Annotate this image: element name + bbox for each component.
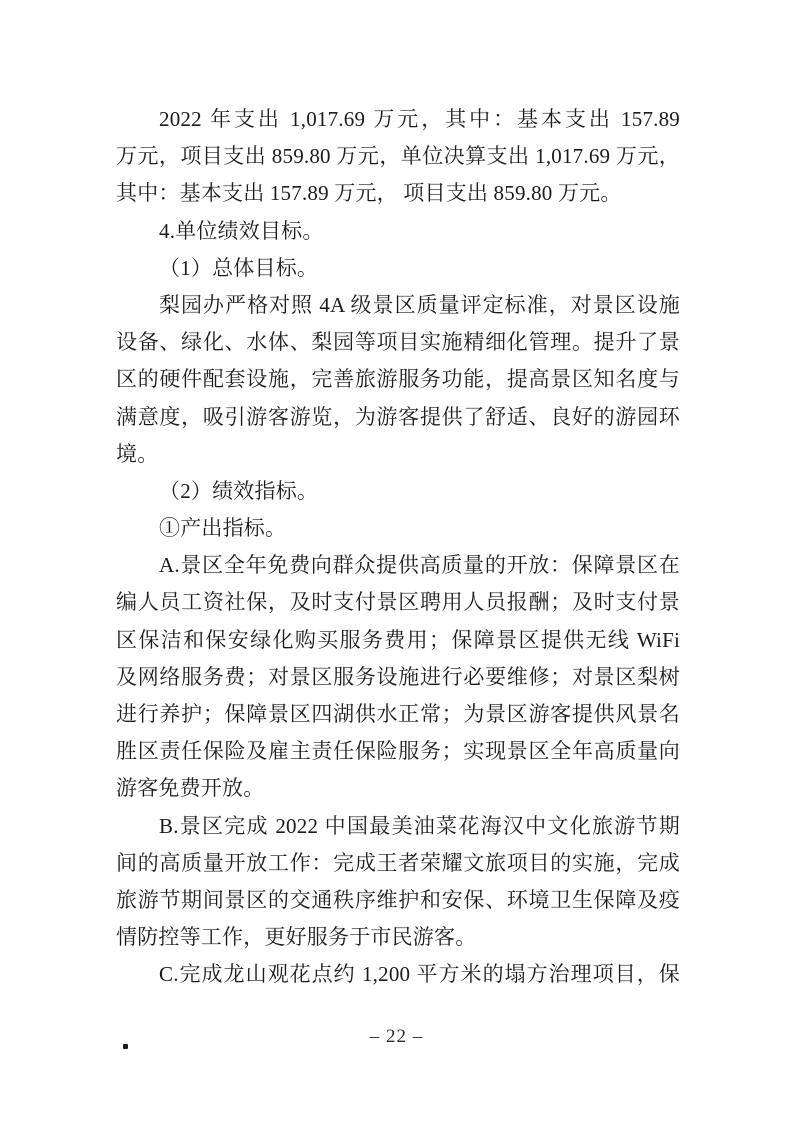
- text-line: 梨园办严格对照 4A 级景区质量评定标准，对景区设施: [159, 292, 680, 317]
- text-line: 4.单位绩效目标。: [159, 218, 324, 243]
- text-line: 设备、绿化、水体、梨园等项目实施精细化管理。提升了景: [116, 330, 680, 355]
- text-line: B.景区完成 2022 中国最美油菜花海汉中文化旅游节期: [159, 813, 680, 838]
- scan-artifact-dot: [123, 1044, 128, 1049]
- text-line: 境。: [116, 441, 159, 466]
- text-line: A.景区全年免费向群众提供高质量的开放：保障景区在: [159, 553, 680, 578]
- text-line: 其中：基本支出 157.89 万元， 项目支出 859.80 万元。: [116, 181, 622, 206]
- text-line: ①产出指标。: [159, 516, 287, 541]
- text-line: 间的高质量开放工作：完成王者荣耀文旅项目的实施，完成: [116, 850, 680, 875]
- text-line: 胜区责任保险及雇主责任保险服务；实现景区全年高质量向: [116, 739, 680, 764]
- text-line: 旅游节期间景区的交通秩序维护和安保、环境卫生保障及疫: [116, 887, 680, 912]
- text-line: 区的硬件配套设施，完善旅游服务功能，提高景区知名度与: [116, 367, 680, 392]
- text-line: 及网络服务费；对景区服务设施进行必要维修；对景区梨树: [116, 664, 680, 689]
- text-line: 万元，项目支出 859.80 万元，单位决算支出 1,017.69 万元，: [116, 144, 680, 169]
- document-body: [116, 101, 680, 994]
- text-line: 游客免费开放。: [116, 776, 265, 801]
- text-line: 2022 年支出 1,017.69 万元，其中：基本支出 157.89: [159, 107, 680, 131]
- text-line: 满意度，吸引游客游览，为游客提供了舒适、良好的游园环: [116, 404, 680, 429]
- text-line: （1）总体目标。: [159, 255, 319, 280]
- text-line: （2）绩效指标。: [159, 478, 319, 503]
- text-line: 情防控等工作，更好服务于市民游客。: [116, 925, 477, 950]
- text-line: 区保洁和保安绿化购买服务费用；保障景区提供无线 WiFi: [116, 627, 680, 652]
- page-number: – 22 –: [369, 1026, 424, 1047]
- text-line: 进行养护；保障景区四湖供水正常；为景区游客提供风景名: [116, 702, 680, 726]
- text-line: 编人员工资社保，及时支付景区聘用人员报酬；及时支付景: [116, 590, 680, 615]
- text-line: C.完成龙山观花点约 1,200 平方米的塌方治理项目，保: [159, 962, 680, 987]
